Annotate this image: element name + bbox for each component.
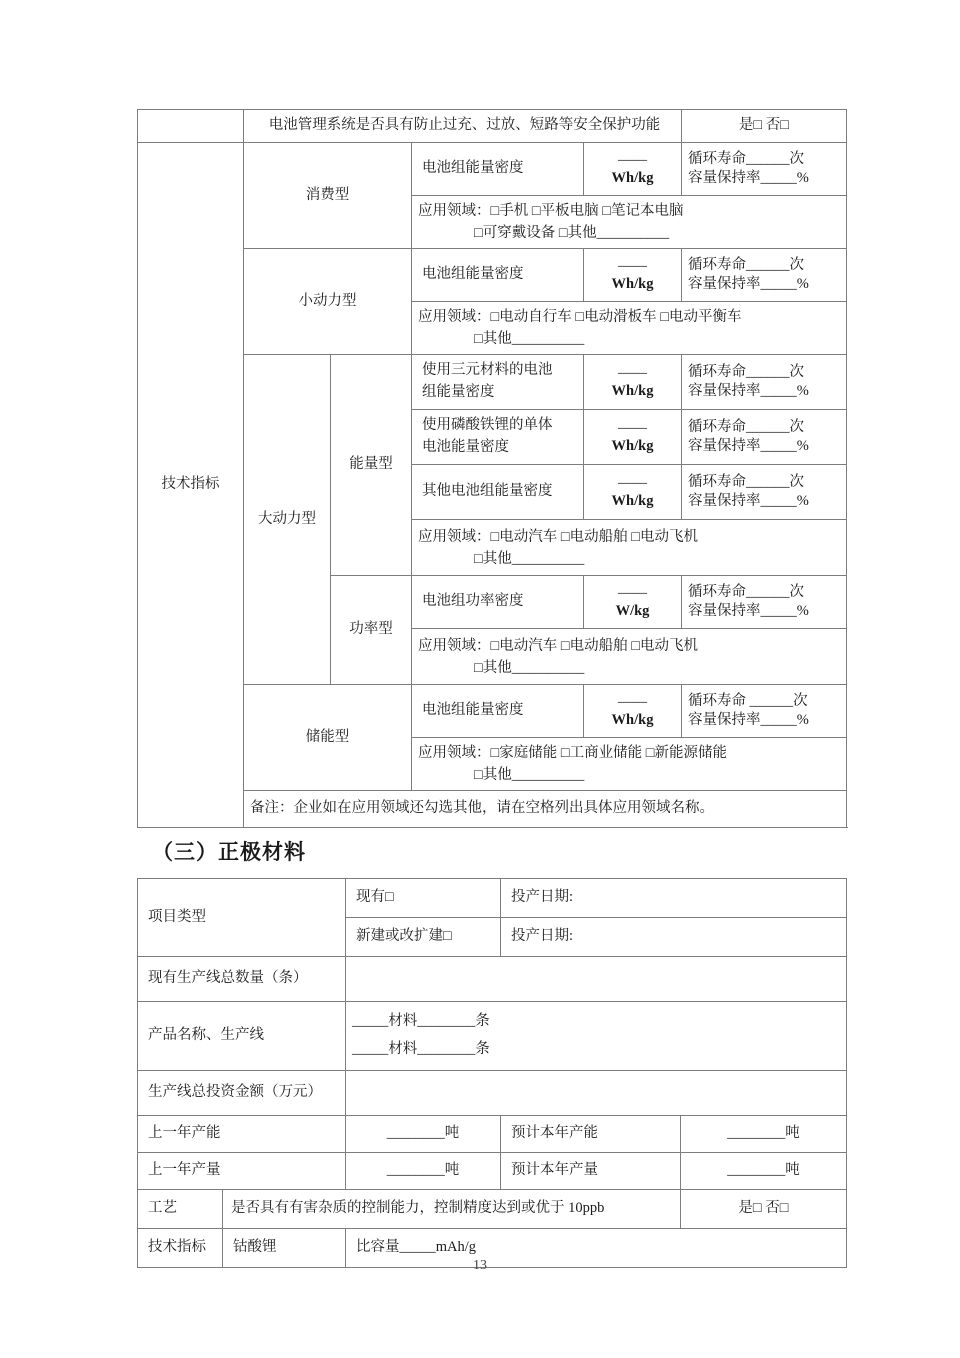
metric-life-lfp [682,410,847,465]
label-product-lines: 产品名称、生产线 [138,1002,346,1071]
metric-label-ternary-density [412,355,584,410]
application-options-line1[interactable]: □电动汽车 □电动船舶 □电动飞机 [490,638,699,654]
application-storage [412,738,847,791]
metric-life-small-power [682,249,847,302]
metric-unit-lfp [584,410,682,465]
application-options-line1[interactable]: □家庭储能 □工商业储能 □新能源储能 [490,744,728,761]
application-prefix: 应用领域： [418,202,491,219]
production-date-label-existing[interactable]: 投产日期: [501,879,847,918]
value-last-year-output[interactable]: ________吨 [346,1153,501,1190]
spec-capacity-field[interactable]: 比容量_____mAh/g [346,1229,847,1268]
project-type-option-new[interactable]: 新建或改扩建□ [346,918,501,957]
blank-dash: —— [618,474,647,491]
metric-life-ternary [682,355,847,410]
table-row-last-year-capacity [138,1116,847,1153]
product-line-entry-2[interactable]: _____材料________条 [352,1041,490,1057]
application-small-power [412,302,847,355]
group-label-storage: 储能型 [244,685,412,791]
metric-unit-other [584,465,682,520]
blank-dash: —— [618,419,647,436]
metric-unit-small-power [584,249,682,302]
metric-label-consumer-energy-density: 电池组能量密度 [412,143,584,196]
bms-answer-checkboxes[interactable]: 是□ 否□ [682,110,847,143]
material-name-lco: 钴酸锂 [223,1229,346,1268]
value-existing-lines[interactable] [346,957,847,1002]
table-row-process [138,1190,847,1229]
application-options-line2[interactable]: □其他__________ [474,767,585,783]
capacity-retention-field[interactable]: 容量保持率_____% [688,276,809,292]
application-options-line1[interactable]: □电动自行车 □电动滑板车 □电动平衡车 [490,308,742,325]
application-options-line2[interactable]: □其他__________ [474,551,585,568]
label-last-year-capacity: 上一年产能 [138,1116,346,1153]
process-answer-checkboxes[interactable]: 是□ 否□ [681,1190,847,1229]
application-options-line1[interactable]: □手机 □平板电脑 □笔记本电脑 [490,202,684,219]
unit-text: Wh/kg [611,493,654,509]
application-options-line2[interactable]: □其他__________ [474,660,585,677]
capacity-retention-field[interactable]: 容量保持率_____% [688,493,809,509]
value-product-lines [346,1002,847,1071]
technical-index-table [137,109,847,828]
metric-life-other [682,465,847,520]
metric-life-power [682,576,847,629]
cycle-life-field[interactable]: 循环寿命______次 [688,151,804,168]
unit-text: Wh/kg [611,276,654,292]
row-label-technical-index: 技术指标 [138,143,244,828]
page-title: （三）正极材料 [152,840,306,864]
bms-question: 电池管理系统是否具有防止过充、过放、短路等安全保护功能 [244,110,682,143]
cycle-life-field[interactable]: 循环寿命 ______次 [688,693,808,710]
application-prefix: 应用领域： [418,744,491,761]
metric-life-storage [682,685,847,738]
label-project-type: 项目类型 [138,879,346,957]
unit-text: W/kg [615,603,650,619]
value-total-investment[interactable] [346,1071,847,1116]
cycle-life-field[interactable]: 循环寿命______次 [688,257,804,274]
cycle-life-field[interactable]: 循环寿命______次 [688,364,804,381]
value-this-year-capacity[interactable]: ________吨 [681,1116,847,1153]
cycle-life-field[interactable]: 循环寿命______次 [688,419,804,436]
table-row-total-investment [138,1071,847,1116]
empty-cell-left [138,110,244,143]
metric-label-line1: 使用三元材料的电池 [422,362,553,379]
value-this-year-output[interactable]: ________吨 [681,1153,847,1190]
table-row-consumer-metric [138,143,847,196]
metric-label-lfp-density [412,410,584,465]
subgroup-label-power-type: 功率型 [331,576,412,685]
table-row-storage-metric [138,685,847,738]
blank-dash: —— [618,584,647,601]
metric-unit-ternary [584,355,682,410]
label-total-investment: 生产线总投资金额（万元） [138,1071,346,1116]
metric-label-power-density: 电池组功率密度 [412,576,584,629]
table-row-existing-lines [138,957,847,1002]
application-prefix: 应用领域： [418,308,491,325]
unit-text: Wh/kg [611,438,654,454]
metric-unit-power [584,576,682,629]
table-row-small-power-metric [138,249,847,302]
table-row-big-power-energy-metric-1 [138,355,847,410]
project-type-option-existing[interactable]: 现有□ [346,879,501,918]
label-this-year-capacity: 预计本年产能 [501,1116,681,1153]
cathode-material-table [137,878,847,1268]
table-row-project-type-existing [138,879,847,918]
cycle-life-field[interactable]: 循环寿命______次 [688,474,804,491]
value-last-year-capacity[interactable]: ________吨 [346,1116,501,1153]
capacity-retention-field[interactable]: 容量保持率_____% [688,438,809,454]
group-label-small-power: 小动力型 [244,249,412,355]
metric-label-line2: 组能量密度 [422,384,495,400]
metric-label-line2: 电池能量密度 [422,439,509,455]
table-row-last-year-output [138,1153,847,1190]
table-row-product-lines [138,1002,847,1071]
blank-dash: —— [618,364,647,381]
capacity-retention-field[interactable]: 容量保持率_____% [688,712,809,728]
metric-label-line1: 使用磷酸铁锂的单体 [422,417,553,434]
blank-dash: —— [618,151,647,168]
label-this-year-output: 预计本年产量 [501,1153,681,1190]
process-question: 是否具有有害杂质的控制能力，控制精度达到或优于 10ppb [223,1190,681,1229]
table-row-remark [138,791,847,828]
unit-text: Wh/kg [611,712,654,728]
production-date-label-new[interactable]: 投产日期: [501,918,847,957]
application-options-line1[interactable]: □电动汽车 □电动船舶 □电动飞机 [490,529,699,545]
capacity-retention-field[interactable]: 容量保持率_____% [688,383,809,399]
metric-unit-consumer [584,143,682,196]
metric-label-other-density: 其他电池组能量密度 [412,465,584,520]
cycle-life-field[interactable]: 循环寿命______次 [688,584,804,601]
application-options-line2[interactable]: □其他__________ [474,331,585,347]
label-tech-index: 技术指标 [138,1229,223,1268]
remark-text: 备注：企业如在应用领域还勾选其他，请在空格列出具体应用领域名称。 [244,791,847,828]
application-consumer [412,196,847,249]
unit-text: Wh/kg [611,383,654,399]
blank-dash: —— [618,257,647,274]
metric-life-consumer [682,143,847,196]
capacity-retention-field[interactable]: 容量保持率_____% [688,603,809,619]
page-number: 13 [473,1258,487,1273]
subgroup-label-energy-type: 能量型 [331,355,412,576]
application-options-line2[interactable]: □可穿戴设备 □其他__________ [474,225,670,241]
table-row-bms [138,110,847,143]
group-label-consumer: 消费型 [244,143,412,249]
capacity-retention-field[interactable]: 容量保持率_____% [688,170,809,186]
label-process: 工艺 [138,1190,223,1229]
label-existing-lines: 现有生产线总数量（条） [138,957,346,1002]
application-prefix: 应用领域： [418,638,491,654]
metric-label-small-power-energy-density: 电池组能量密度 [412,249,584,302]
application-prefix: 应用领域： [418,529,491,545]
group-label-big-power: 大动力型 [244,355,331,685]
unit-text: Wh/kg [611,170,654,186]
product-line-entry-1[interactable]: _____材料________条 [352,1013,490,1030]
metric-unit-storage [584,685,682,738]
metric-label-storage-energy-density: 电池组能量密度 [412,685,584,738]
blank-dash: —— [618,693,647,710]
application-power-type [412,629,847,685]
label-last-year-output: 上一年产量 [138,1153,346,1190]
application-energy-type [412,520,847,576]
